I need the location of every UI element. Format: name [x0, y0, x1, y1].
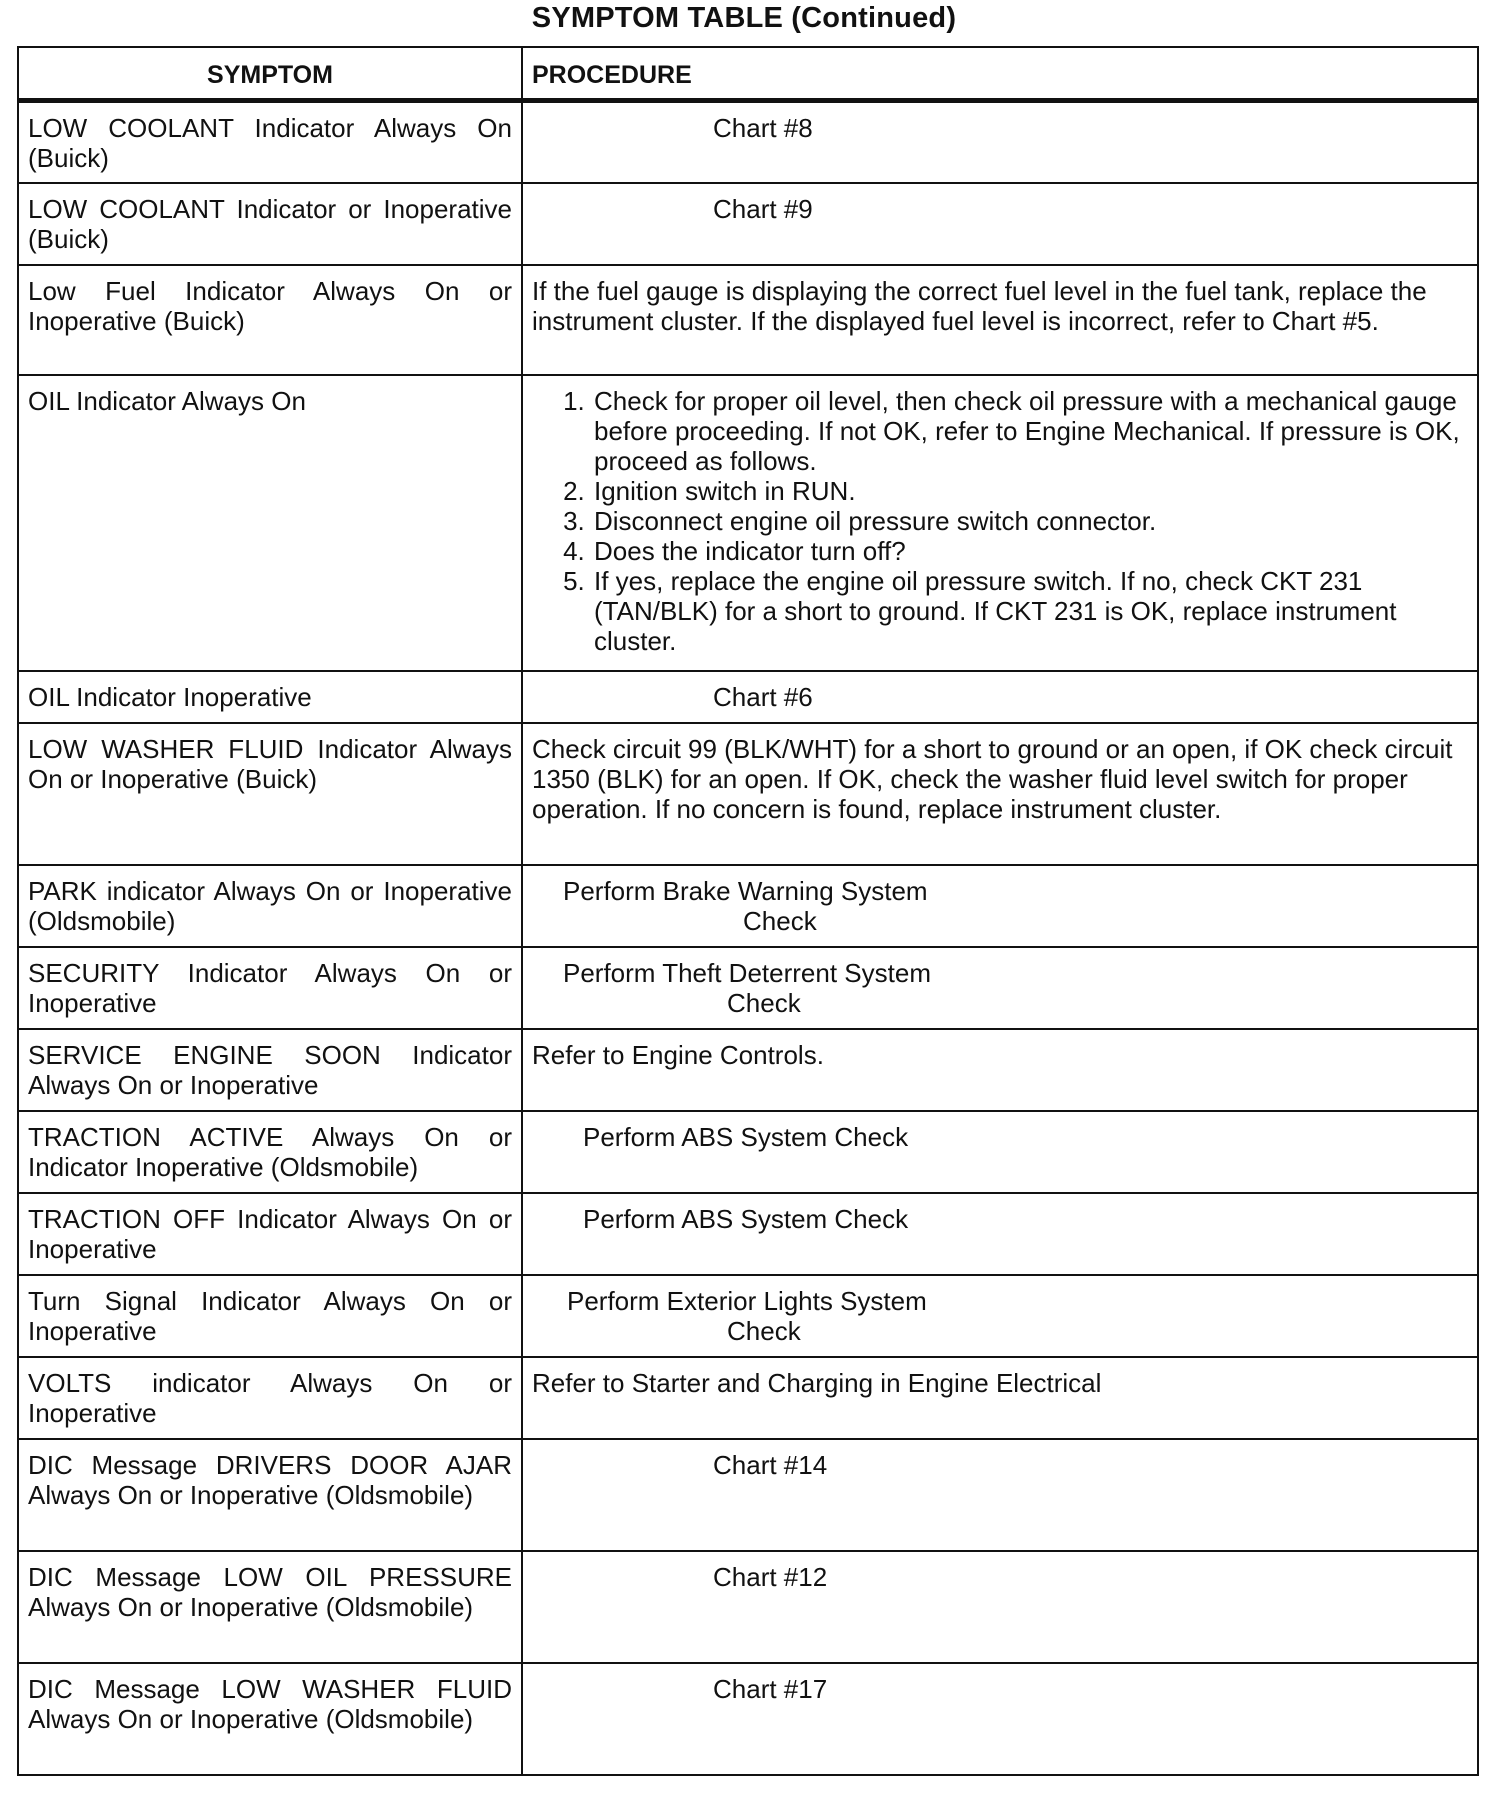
- symptom-cell: SERVICE ENGINE SOON Indicator Always On or Inoperative: [18, 1029, 522, 1111]
- table-row: [18, 1357, 1478, 1439]
- procedure-cell: Chart #14: [522, 1439, 1478, 1551]
- page-title: SYMPTOM TABLE (Continued): [531, 2, 957, 34]
- procedure-step: 5. If yes, replace the engine oil pressure switch. If no, check CKT 231 (TAN/BLK) for a short to ground. If CKT 231 is OK, replace instrument cluster.: [592, 566, 1468, 656]
- table-row: [18, 671, 1478, 723]
- procedure-cell: Perform ABS System Check: [522, 1111, 1478, 1193]
- procedure-line: Perform Exterior Lights System: [567, 1285, 927, 1316]
- procedure-step: 2. Ignition switch in RUN.: [592, 476, 1468, 506]
- procedure-cell: [522, 1275, 1478, 1357]
- symptom-cell: PARK indicator Always On or Inoperative (Oldsmobile): [18, 865, 522, 947]
- table-row: [18, 101, 1478, 183]
- symptom-cell: Turn Signal Indicator Always On or Inoperative: [18, 1275, 522, 1357]
- header-procedure: PROCEDURE: [522, 47, 1478, 101]
- symptom-cell: OIL Indicator Always On: [18, 375, 522, 671]
- procedure-cell: Check circuit 99 (BLK/WHT) for a short to ground or an open, if OK check circuit 1350 (BLK) for an open. If OK, check the washer fluid level switch for proper operation. If no concern is found, replace instrument cluster.: [522, 723, 1478, 865]
- procedure-cell: [522, 947, 1478, 1029]
- procedure-line: Check: [727, 987, 801, 1018]
- symptom-cell: DIC Message LOW OIL PRESSURE Always On or Inoperative (Oldsmobile): [18, 1551, 522, 1663]
- procedure-line: Check: [727, 1315, 801, 1346]
- table-row: [18, 1551, 1478, 1663]
- procedure-step: 1. Check for proper oil level, then check oil pressure with a mechanical gauge before proceeding. If not OK, refer to Engine Mechanical. If pressure is OK, proceed as follows.: [592, 386, 1468, 476]
- procedure-steps: [532, 386, 1468, 656]
- header-symptom: SYMPTOM: [18, 47, 522, 101]
- procedure-cell: Chart #8: [522, 101, 1478, 183]
- symptom-cell: TRACTION OFF Indicator Always On or Inoperative: [18, 1193, 522, 1275]
- procedure-cell: Perform ABS System Check: [522, 1193, 1478, 1275]
- table-row: [18, 1111, 1478, 1193]
- table-row: [18, 1663, 1478, 1775]
- table-row: [18, 723, 1478, 865]
- procedure-cell: [522, 375, 1478, 671]
- table-row: [18, 1029, 1478, 1111]
- procedure-cell: Chart #6: [522, 671, 1478, 723]
- procedure-cell: Chart #12: [522, 1551, 1478, 1663]
- table-row: [18, 183, 1478, 265]
- symptom-cell: SECURITY Indicator Always On or Inoperative: [18, 947, 522, 1029]
- symptom-cell: VOLTS indicator Always On or Inoperative: [18, 1357, 522, 1439]
- table-header-row: [18, 47, 1478, 101]
- procedure-cell: [522, 865, 1478, 947]
- symptom-cell: LOW COOLANT Indicator Always On (Buick): [18, 101, 522, 183]
- table-row: [18, 1275, 1478, 1357]
- procedure-line: Check: [743, 905, 817, 936]
- procedure-cell: Refer to Starter and Charging in Engine Electrical: [522, 1357, 1478, 1439]
- table-row: [18, 375, 1478, 671]
- procedure-cell: If the fuel gauge is displaying the correct fuel level in the fuel tank, replace the instrument cluster. If the displayed fuel level is incorrect, refer to Chart #5.: [522, 265, 1478, 375]
- procedure-step: 3. Disconnect engine oil pressure switch connector.: [592, 506, 1468, 536]
- procedure-cell: Refer to Engine Controls.: [522, 1029, 1478, 1111]
- symptom-cell: OIL Indicator Inoperative: [18, 671, 522, 723]
- symptom-cell: DIC Message DRIVERS DOOR AJAR Always On or Inoperative (Oldsmobile): [18, 1439, 522, 1551]
- procedure-step: 4. Does the indicator turn off?: [592, 536, 1468, 566]
- procedure-cell: Chart #9: [522, 183, 1478, 265]
- symptom-cell: Low Fuel Indicator Always On or Inoperative (Buick): [18, 265, 522, 375]
- table-row: [18, 947, 1478, 1029]
- symptom-table: [17, 46, 1479, 1776]
- procedure-line: Perform Brake Warning System: [563, 875, 928, 906]
- table-row: [18, 1439, 1478, 1551]
- symptom-cell: TRACTION ACTIVE Always On or Indicator Inoperative (Oldsmobile): [18, 1111, 522, 1193]
- procedure-cell: Chart #17: [522, 1663, 1478, 1775]
- table-row: [18, 265, 1478, 375]
- table-row: [18, 865, 1478, 947]
- procedure-line: Perform Theft Deterrent System: [563, 957, 931, 988]
- symptom-cell: LOW WASHER FLUID Indicator Always On or Inoperative (Buick): [18, 723, 522, 865]
- table-row: [18, 1193, 1478, 1275]
- symptom-cell: LOW COOLANT Indicator or Inoperative (Buick): [18, 183, 522, 265]
- symptom-cell: DIC Message LOW WASHER FLUID Always On or Inoperative (Oldsmobile): [18, 1663, 522, 1775]
